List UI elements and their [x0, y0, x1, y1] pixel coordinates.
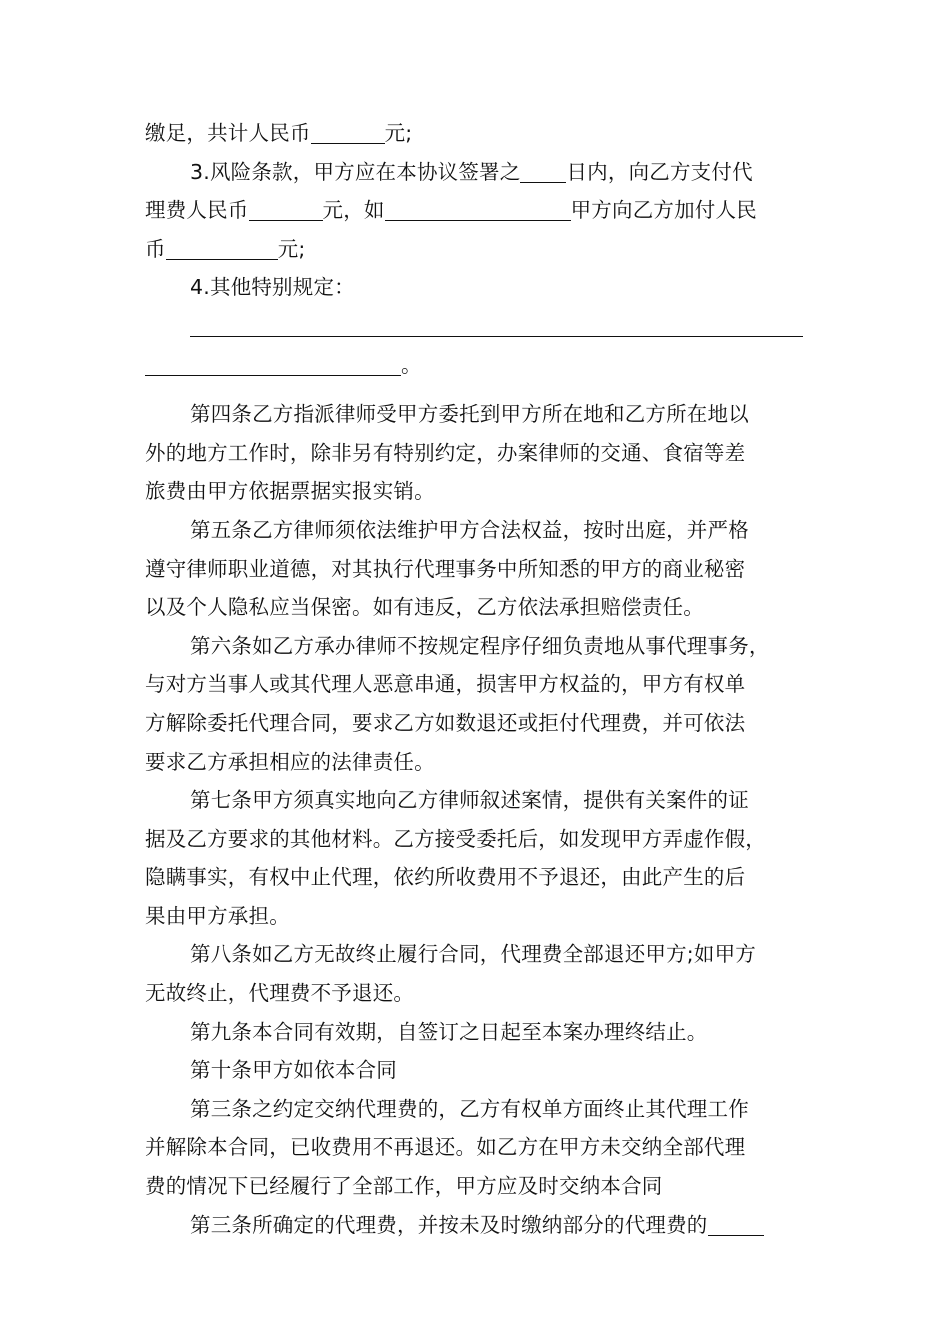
text-line: 要求乙方承担相应的法律责任。	[145, 749, 435, 774]
text-line: 第三条之约定交纳代理费的，乙方有权单方面终止其代理工作	[190, 1096, 749, 1121]
blank-underline	[520, 160, 566, 183]
text-line	[145, 153, 815, 192]
blank-line	[145, 307, 815, 346]
text-line: 据及乙方要求的其他材料。乙方接受委托后，如发现甲方弄虚作假，	[145, 826, 766, 851]
text-segment: 第三条所确定的代理费，并按未及时缴纳部分的代理费的	[190, 1212, 708, 1237]
blank-underline	[385, 198, 571, 221]
text-segment: 甲方向乙方加付人民	[570, 198, 757, 223]
text-line: 旅费由甲方依据票据实报实销。	[145, 479, 435, 504]
text-line	[145, 268, 815, 307]
text-line: 无故终止，代理费不予退还。	[145, 981, 415, 1006]
text-line: 第九条本合同有效期，自签订之日起至本案办理终结止。	[190, 1019, 708, 1044]
text-line: 果由甲方承担。	[145, 903, 290, 928]
text-line: 隐瞒事实，有权中止代理，依约所收费用不予退还，由此产生的后	[145, 865, 746, 890]
text-line: 以及个人隐私应当保密。如有违反，乙方依法承担赔偿责任。	[145, 595, 704, 620]
text-line: 与对方当事人或其代理人恶意串通，损害甲方权益的，甲方有权单	[145, 672, 746, 697]
text-line: 第七条甲方须真实地向乙方律师叙述案情，提供有关案件的证	[190, 788, 749, 813]
text-segment: 理费人民币	[145, 198, 249, 223]
blank-underline	[311, 121, 385, 144]
contract-page	[145, 114, 815, 1244]
text-segment: 币	[145, 236, 166, 261]
text-line: 方解除委托代理合同，要求乙方如数退还或拒付代理费，并可依法	[145, 710, 746, 735]
text-line	[145, 346, 815, 385]
text-line: 第十条甲方如依本合同	[190, 1058, 397, 1083]
blank-underline	[190, 314, 803, 337]
blank-underline	[145, 353, 401, 376]
blank-underline	[249, 198, 323, 221]
text-line	[145, 1206, 815, 1245]
text-line: 并解除本合同，已收费用不再退还。如乙方在甲方未交纳全部代理	[145, 1135, 746, 1160]
text-line: 遵守律师职业道德，对其执行代理事务中所知悉的甲方的商业秘密	[145, 556, 746, 581]
text-line	[145, 230, 815, 269]
text-segment: 。	[401, 352, 422, 377]
text-segment: 4.其他特别规定：	[190, 275, 355, 300]
text-line: 第六条如乙方承办律师不按规定程序仔细负责地从事代理事务，	[190, 633, 770, 658]
text-line: 第五条乙方律师须依法维护甲方合法权益，按时出庭，并严格	[190, 517, 749, 542]
text-line: 外的地方工作时，除非另有特别约定，办案律师的交通、食宿等差	[145, 440, 746, 465]
text-line: 费的情况下已经履行了全部工作，甲方应及时交纳本合同	[145, 1174, 663, 1199]
blank-underline	[166, 237, 278, 260]
text-segment: 元;	[384, 121, 413, 145]
text-line: 第八条如乙方无故终止履行合同，代理费全部退还甲方;如甲方	[190, 942, 757, 967]
text-segment: 3.风险条款，甲方应在本协议签署之	[190, 159, 521, 184]
text-segment: 日内，向乙方支付代	[566, 159, 753, 184]
text-line	[145, 191, 815, 230]
text-line: 第四条乙方指派律师受甲方委托到甲方所在地和乙方所在地以	[190, 402, 749, 427]
text-segment: 元;	[277, 236, 306, 261]
text-line	[145, 114, 815, 153]
text-segment: 缴足，共计人民币	[145, 121, 311, 145]
text-segment: 元，如	[322, 198, 385, 223]
blank-underline	[708, 1213, 764, 1236]
